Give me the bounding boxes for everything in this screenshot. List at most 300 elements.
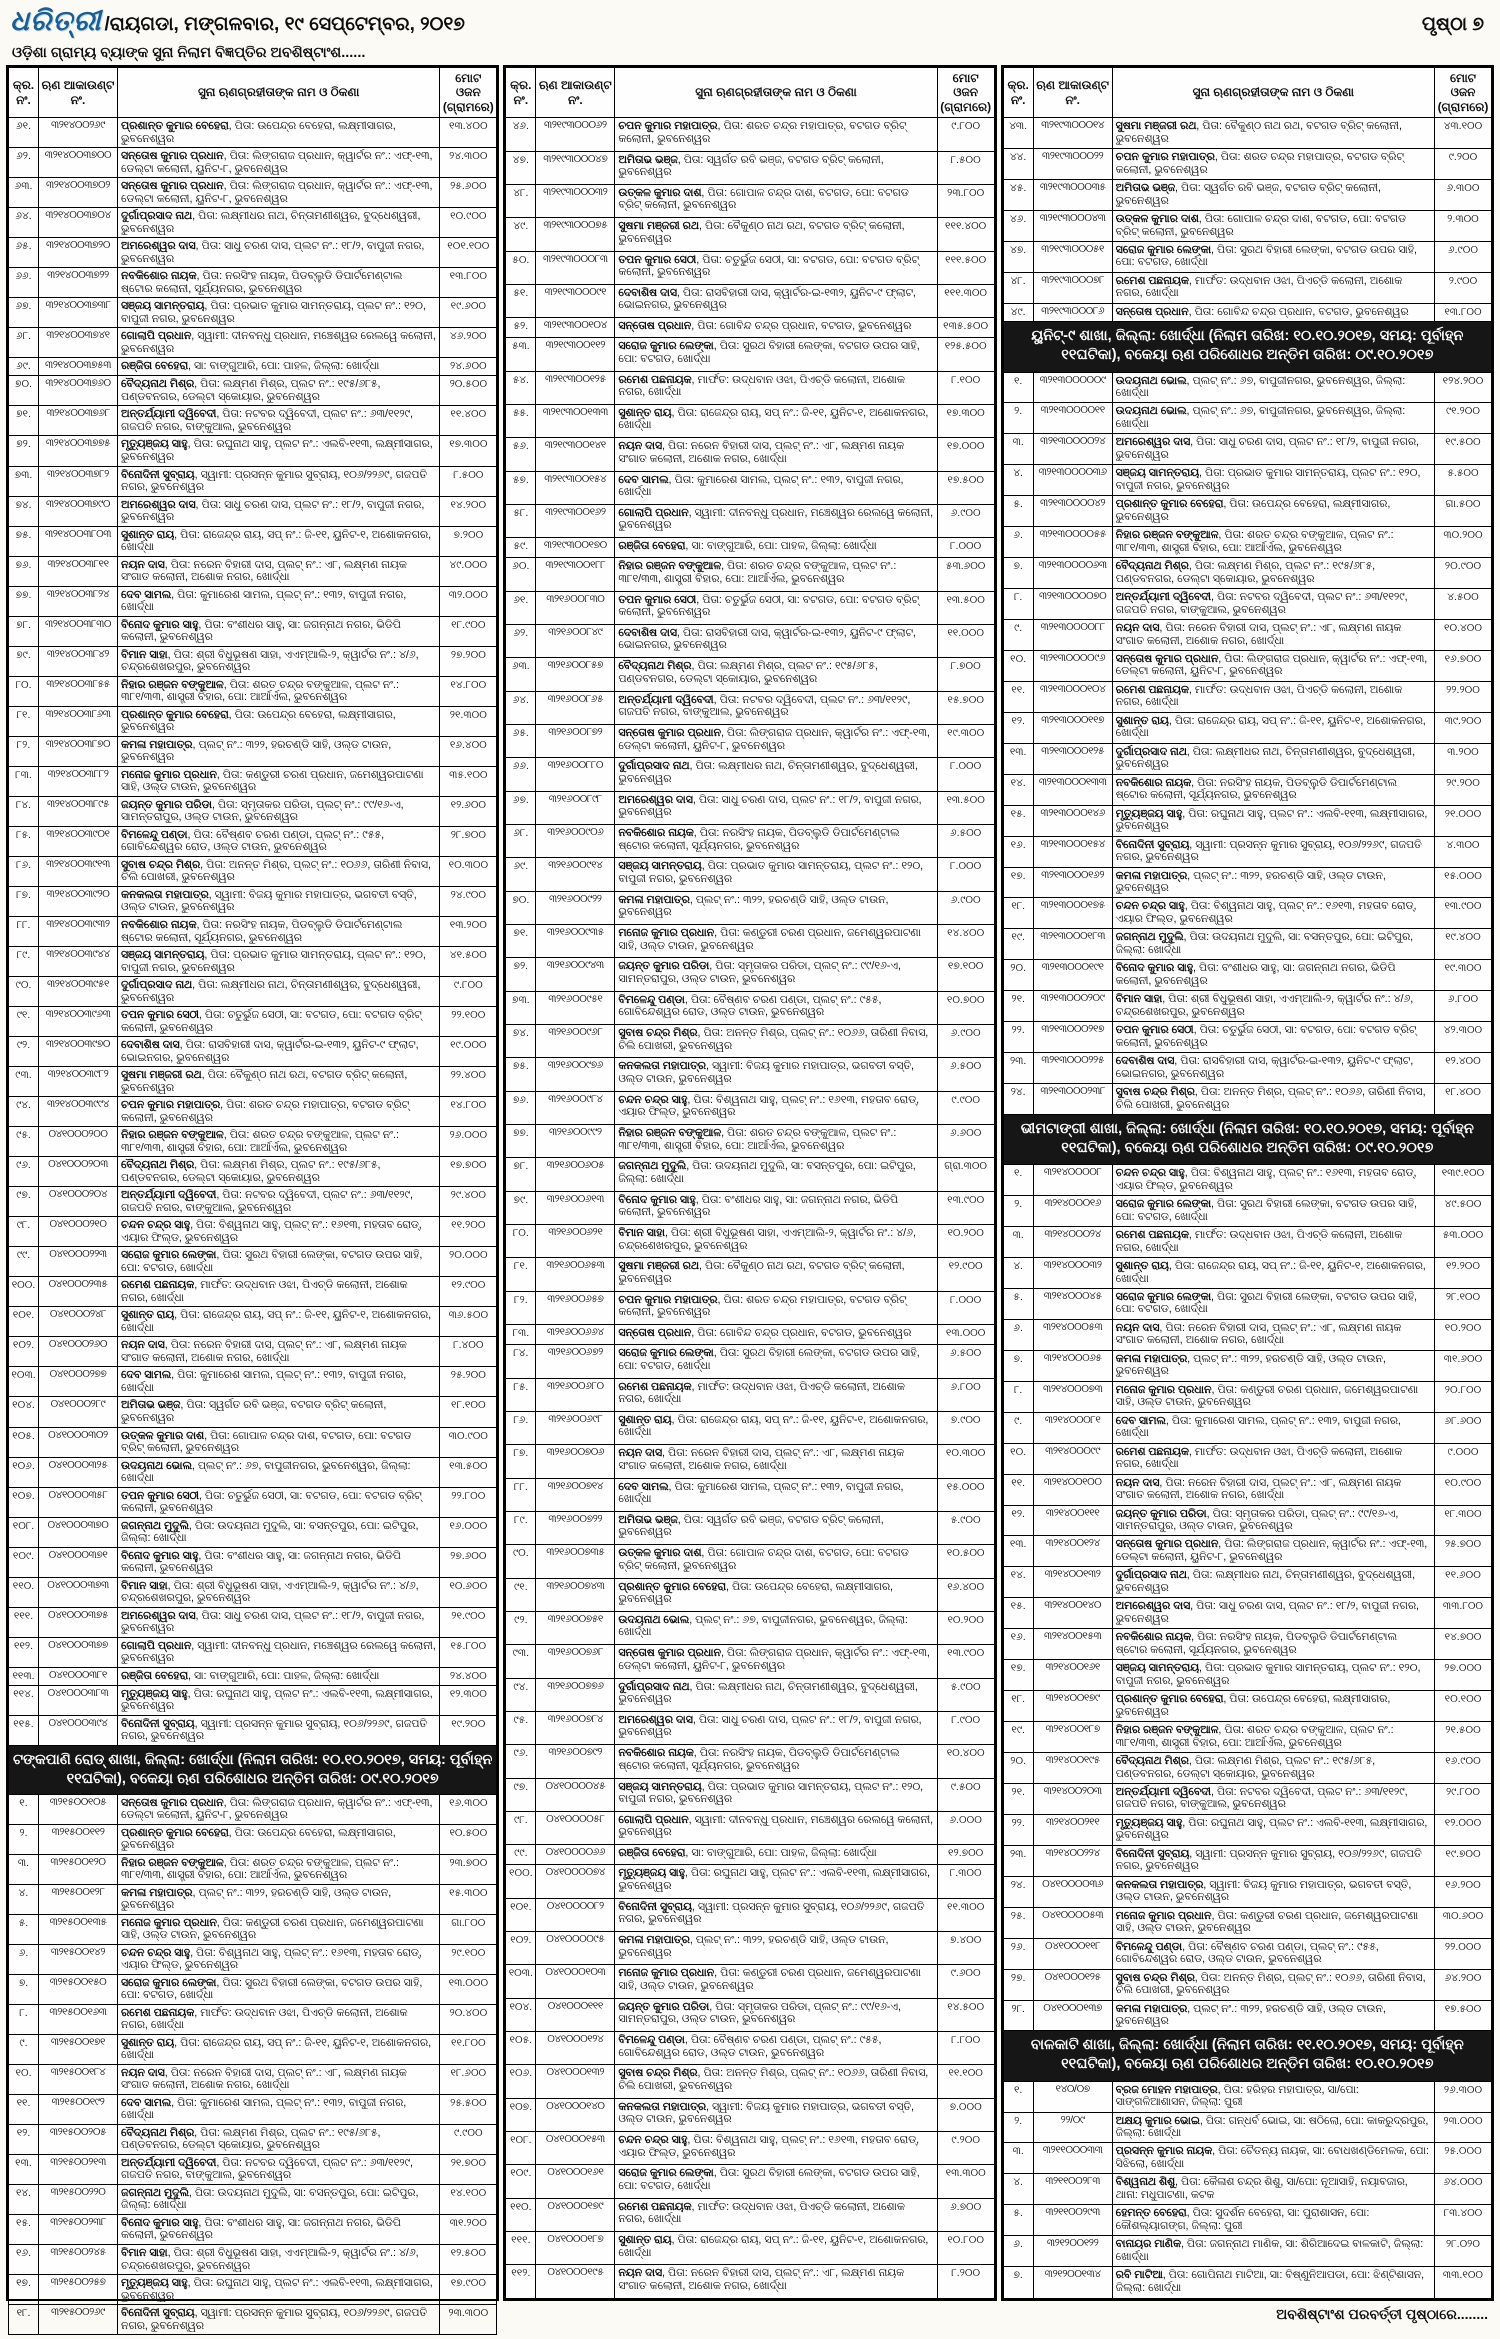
cell-name-address: ପ୍ରଶାନ୍ତ କୁମାର ବେହେରା, ପିତା: ଉପେନ୍ଦ୍ର ବେହେରା, ଲକ୍ଷ୍ମୀସାଗର, ଭୁବନେଶ୍ୱର bbox=[1112, 496, 1434, 527]
table-row bbox=[9, 1794, 497, 1824]
cell-name-address: ବୈଦ୍ୟନାଥ ମିଶ୍ର, ପିତା: ଲକ୍ଷ୍ମଣ ମିଶ୍ର, ପ୍ଲଟ ନଂ.: ୧୯୫/୬୮୫, ପଣ୍ଡବନଗର, ଡେଲ୍ଟା ସ୍କୋୟାର, ଭୁବନେଶ୍ୱର bbox=[1112, 558, 1434, 589]
cell-weight: ୧୩୫.୫୦୦ bbox=[937, 318, 994, 338]
table-row bbox=[9, 1067, 497, 1097]
cell-serial: ୧୮. bbox=[9, 2305, 39, 2335]
cell-weight: ୨୨.୪୦୦ bbox=[440, 1067, 497, 1097]
cell-weight: ୧୫.୩୦୦ bbox=[440, 1884, 497, 1914]
table-row bbox=[9, 886, 497, 916]
cell-name-address: ସନ୍ତୋଷ କୁମାର ପ୍ରଧାନ, ପିତା: ଲିଙ୍ଗରାଜ ପ୍ରଧାନ, କ୍ୱାର୍ଟର ନଂ.: ଏଫ୍-୧୩, ଡେଲ୍ଟା କଲୋନୀ, ୟୁନିଟ-୮, ଭୁବନେଶ୍ୱର bbox=[118, 1794, 440, 1824]
cell-name-address: ଅନ୍ତର୍ଯ୍ୟାମୀ ଦ୍ୱିବେଦୀ, ପିତା: ନଟବର ଦ୍ୱିବେଦୀ, ପ୍ଲଟ ନଂ.: ୬୩/୧୧୨୯, ଗଜପତି ନଗର, ବାଙ୍କୁଆଲ, ଭୁବନେଶ୍ୱର bbox=[118, 2154, 440, 2184]
cell-name-address: ପ୍ରଶାନ୍ତ କୁମାର ବେହେରା, ପିତା: ଉପେନ୍ଦ୍ର ବେହେରା, ଲକ୍ଷ୍ମୀସାଗର, ଭୁବନେଶ୍ୱର bbox=[615, 1578, 937, 1611]
cell-serial: ୧୨. bbox=[1003, 712, 1033, 743]
cell-serial: ୪୭. bbox=[1003, 241, 1033, 272]
cell-serial: ୯୬. bbox=[506, 1745, 536, 1778]
table-row bbox=[506, 891, 994, 924]
cell-weight: ୪୩.୧୦୦ bbox=[1434, 118, 1491, 149]
cell-name-address: ବିମାନ ସାହା, ପିତା: ଶ୍ରୀ ବିଧୁଭୂଷଣ ସାହା, ଏଏମ୍ଆଲି-୨, କ୍ୱାର୍ଟର ନଂ.: ୪/୬, ଚନ୍ଦ୍ରଶେଖରପୁର, ଭୁବନେଶ୍ୱର bbox=[118, 1577, 440, 1607]
table-row bbox=[506, 1125, 994, 1158]
cell-weight: ୩୬.୫୦୦ bbox=[440, 1307, 497, 1337]
table-row bbox=[1003, 149, 1491, 180]
cell-serial: ୧୫. bbox=[1003, 1598, 1033, 1629]
cell-name-address: ଚନ୍ଦନ ଚନ୍ଦ୍ର ସାହୁ, ପିତା: ବିଶ୍ୱନାଥ ସାହୁ, ପ୍ଲଟ୍ ନଂ.: ୧୬୧୩, ମହତାବ ରୋଡ୍, ଏୟାର ଫିଲ୍ଡ, ଭୁବନେଶ୍ୱର bbox=[615, 1091, 937, 1124]
cell-name-address: ଦୁର୍ଗାପ୍ରସାଦ ନାଥ, ପିତା: ଲକ୍ଷ୍ମୀଧର ନାଥ, ଚିନ୍ତାମଣୀଶ୍ୱର, ବୁଦ୍ଧେଶ୍ୱରୀ, ଭୁବନେଶ୍ୱର bbox=[118, 208, 440, 238]
branch-section-row bbox=[1003, 322, 1491, 372]
cell-weight: ୧୩.୫୦୦ bbox=[440, 1457, 497, 1487]
table-row bbox=[506, 1325, 994, 1345]
cell-serial: ୯୫. bbox=[506, 1711, 536, 1744]
table-row bbox=[1003, 805, 1491, 836]
cell-account: ୩୨୧୪୦୦୩୯୦୧ bbox=[39, 826, 118, 856]
cell-serial: ୮୮. bbox=[506, 1478, 536, 1511]
cell-account: ୩୨୧୪୦୦୩୭୭୫ bbox=[39, 436, 118, 466]
table-row bbox=[506, 658, 994, 691]
cell-weight: ୧୬.୨୦୦ bbox=[1434, 1876, 1491, 1907]
cell-name-address: ଅନ୍ତର୍ଯ୍ୟାମୀ ଦ୍ୱିବେଦୀ, ପିତା: ନଟବର ଦ୍ୱିବେଦୀ, ପ୍ଲଟ ନଂ.: ୬୩/୧୧୨୯, ଗଜପତି ନଗର, ବାଙ୍କୁଆଲ, ଭୁବନେଶ୍ୱର bbox=[1112, 1783, 1434, 1814]
cell-weight: ୧୪.୧୦୦ bbox=[440, 2184, 497, 2214]
table-row bbox=[1003, 180, 1491, 211]
cell-weight: ୨୭.୦୦୦ bbox=[1434, 1660, 1491, 1691]
header-account: ଋଣ ଆକାଉଣ୍ଟ ନଂ. bbox=[1033, 68, 1112, 118]
cell-serial: ୧୧. bbox=[9, 2094, 39, 2124]
cell-name-address: ଦୁର୍ଗାପ୍ରସାଦ ନାଥ, ପିତା: ଲକ୍ଷ୍ମୀଧର ନାଥ, ଚିନ୍ତାମଣୀଶ୍ୱର, ବୁଦ୍ଧେଶ୍ୱରୀ, ଭୁବନେଶ୍ୱର bbox=[615, 758, 937, 791]
table-row bbox=[1003, 650, 1491, 681]
cell-account: ୩୨୧୪୦୦୩୭୦୦ bbox=[39, 148, 118, 178]
cell-weight: ୧୦.୨୦୦ bbox=[937, 1225, 994, 1258]
cell-serial: ୬୦. bbox=[506, 558, 536, 591]
cell-serial: ୮୯. bbox=[506, 1511, 536, 1544]
table-row bbox=[506, 504, 994, 537]
cell-account: ୩୨୧୬୦୦୯୪୩ bbox=[536, 958, 615, 991]
cell-account: ୩୨୧୬୦୦୭୯୨ bbox=[536, 1745, 615, 1778]
table-row bbox=[1003, 2236, 1491, 2267]
cell-name-address: ସନ୍ତୋଷ କୁମାର ପ୍ରଧାନ, ପିତା: ଲିଙ୍ଗରାଜ ପ୍ରଧାନ, କ୍ୱାର୍ଟର ନଂ.: ଏଫ୍-୧୩, ଡେଲ୍ଟା କଲୋନୀ, ୟୁନିଟ-୮, ଭୁବନେଶ୍ୱର bbox=[118, 178, 440, 208]
header-weight: ମୋଟ ଓଜନ (ଗ୍ରାମରେ) bbox=[1434, 68, 1491, 118]
table-row bbox=[9, 1127, 497, 1157]
cell-serial: ୭୯. bbox=[506, 1191, 536, 1224]
cell-serial: ୯୦. bbox=[9, 977, 39, 1007]
cell-weight: ୮.୮୦୦ bbox=[937, 2032, 994, 2065]
table-row bbox=[506, 1611, 994, 1644]
cell-weight: ଗା.୫୦୦ bbox=[1434, 496, 1491, 527]
table-row bbox=[1003, 1536, 1491, 1567]
table-row bbox=[1003, 991, 1491, 1022]
cell-account: ୩୨୧୪୦୦୨୧୧ bbox=[1033, 1814, 1112, 1845]
cell-serial: ୮୧. bbox=[9, 706, 39, 736]
cell-serial: ୮୨. bbox=[506, 1291, 536, 1324]
cell-weight: ୯.୫୦୦ bbox=[937, 1778, 994, 1811]
cell-serial: ୬୩. bbox=[9, 178, 39, 208]
table-row bbox=[1003, 1938, 1491, 1969]
cell-weight: ୨୨.୦୦୦ bbox=[1434, 1938, 1491, 1969]
cell-account: ୦୪୧୦୦୦୧୨୫ bbox=[1033, 1969, 1112, 2000]
cell-name-address: ବିମଳେନ୍ଦୁ ପଣ୍ଡା, ପିତା: ବୈଷ୍ଣବ ଚରଣ ପଣ୍ଡା, ପ୍ଲଟ୍ ନଂ.: ୯୫୫, ଗୋବିନ୍ଦେଶ୍ୱର ରୋଡ, ଓଲ୍ଡ ଟାଉନ, ଭୁବନେଶ୍ୱର bbox=[615, 2032, 937, 2065]
cell-serial: ୯. bbox=[9, 2034, 39, 2064]
table-row bbox=[1003, 898, 1491, 929]
table-row bbox=[506, 1578, 994, 1611]
cell-serial: ୮୫. bbox=[506, 1378, 536, 1411]
cell-account: ୩୨୧୩୦୦୦୧୯୧ bbox=[1033, 960, 1112, 991]
cell-serial: ୧୦. bbox=[9, 2064, 39, 2094]
cell-account: ୩୨୧୫୦୦୧୨୦ bbox=[39, 1854, 118, 1884]
cell-weight: ୨୪.୪୦୦ bbox=[440, 1667, 497, 1685]
table-row bbox=[1003, 303, 1491, 322]
cell-serial: ୫. bbox=[9, 1914, 39, 1944]
cell-weight: ୪.୩୦୦ bbox=[1434, 836, 1491, 867]
continuation-note: ଅବଶିଷ୍ଟାଂଶ ପରବର୍ତ୍ତୀ ପୃଷ୍ଠାରେ........ bbox=[1276, 2306, 1488, 2322]
table-row bbox=[1003, 867, 1491, 898]
table-row bbox=[1003, 1691, 1491, 1722]
cell-weight: ୯.୬୦୦ bbox=[937, 1965, 994, 1998]
cell-account: ୩୨୧୪୦୦୧୩୨ bbox=[1033, 1567, 1112, 1598]
cell-weight: ୬.୩୦୦ bbox=[1434, 180, 1491, 211]
cell-name-address: ମୃତ୍ୟୁଞ୍ଜୟ ସାହୁ, ପିତା: ରଘୁନାଥ ସାହୁ, ପ୍ଲଟ ନଂ.: ଏଲବି-୧୧୩, ଲକ୍ଷ୍ମୀସାଗର, ଭୁବନେଶ୍ୱର bbox=[118, 1685, 440, 1715]
cell-name-address: ନିହାର ରଞ୍ଜନ ବଙ୍କୁଆଳ, ପିତା: ଶରତ ଚନ୍ଦ୍ର ବଙ୍କୁଆଳ, ପ୍ଲଟ ନଂ.: ୩୮୧/୩୩, ଶାସ୍ତ୍ରୀ ବିହାର, ପୋ: ଆର୍ଆର୍ଏଲ, ଭୁବନେଶ୍ୱର bbox=[1112, 1722, 1434, 1753]
cell-account: ୩୨୧୪୦୦୩୯୩୨ bbox=[39, 916, 118, 946]
table-row bbox=[506, 251, 994, 284]
cell-account: ୩୨୧୩୦୦୦୧୧୭ bbox=[1033, 712, 1112, 743]
cell-account: ୩୨୧୬୦୦୬୮୦ bbox=[536, 1378, 615, 1411]
table-row bbox=[506, 1745, 994, 1778]
cell-serial: ୪୬. bbox=[506, 118, 536, 151]
cell-name-address: ଦେବ ସାମଲ, ପିତା: କୁମାରେଶ ସାମଲ, ପ୍ଲଟ୍ ନଂ.: ୧୩୨, ବାପୁଜୀ ନଗର, ଖୋର୍ଦ୍ଧା bbox=[118, 586, 440, 616]
cell-name-address: ଅନ୍ତର୍ଯ୍ୟାମୀ ଦ୍ୱିବେଦୀ, ପିତା: ନଟବର ଦ୍ୱିବେଦୀ, ପ୍ଲଟ ନଂ.: ୬୩/୧୧୨୯, ଗଜପତି ନଗର, ବାଙ୍କୁଆଲ, ଭୁବନେଶ୍ୱର bbox=[615, 691, 937, 724]
cell-serial: ୫. bbox=[1003, 1288, 1033, 1319]
cell-name-address: ବିନୋଦିନୀ ସୁବ୍ରାୟ, ସ୍ୱାମୀ: ପ୍ରସନ୍ନ କୁମାର ସୁବ୍ରାୟ, ୧୦୬/୨୨୬୯, ଗଜପତି ନଗର, ଭୁବନେଶ୍ୱର bbox=[118, 466, 440, 496]
cell-weight: ୧୦.୩୦୦ bbox=[937, 1445, 994, 1478]
cell-weight: ୧୬.୪୦୦ bbox=[937, 1578, 994, 1611]
cell-name-address: ନିହାର ରଞ୍ଜନ ବଙ୍କୁଆଳ, ପିତା: ଶରତ ଚନ୍ଦ୍ର ବଙ୍କୁଆଳ, ପ୍ଲଟ ନଂ.: ୩୮୧/୩୩, ଶାସ୍ତ୍ରୀ ବିହାର, ପୋ: ଆର୍ଆର୍ଏଲ, ଭୁବନେଶ୍ୱର bbox=[1112, 527, 1434, 558]
table-row bbox=[1003, 527, 1491, 558]
cell-account: ୩୨୧୯୩୦୦୧୩୩ bbox=[536, 404, 615, 437]
cell-weight: ୧୦.୨୦୦ bbox=[937, 1611, 994, 1644]
cell-account: ୦୪୧୦୦୦୨୦୪ bbox=[39, 1187, 118, 1217]
cell-weight: ୫୩.୦୦୦ bbox=[1434, 1227, 1491, 1258]
cell-account: ୩୨୧୬୦୦୮୫୭ bbox=[536, 658, 615, 691]
cell-serial: ୮୯. bbox=[9, 947, 39, 977]
paper-logo: ଧରିତ୍ରୀ bbox=[10, 5, 102, 36]
cell-serial: ୬୮. bbox=[9, 328, 39, 358]
cell-name-address: ସନ୍ତୋଷ କୁମାର ପ୍ରଧାନ, ପିତା: ଲିଙ୍ଗରାଜ ପ୍ରଧାନ, କ୍ୱାର୍ଟର ନଂ.: ଏଫ୍-୧୩, ଡେଲ୍ଟା କଲୋନୀ, ୟୁନିଟ-୮, ଭୁବନେଶ୍ୱର bbox=[615, 724, 937, 757]
cell-account: ୩୨୧୪୦୦୧୫୩ bbox=[1033, 1629, 1112, 1660]
cell-account: ୩୨୧୪୦୦୩୮୫୫ bbox=[39, 676, 118, 706]
cell-account: ୩୨୧୪୦୦୩୯୬୩ bbox=[39, 1007, 118, 1037]
cell-serial: ୭୨. bbox=[506, 958, 536, 991]
cell-serial: ୧୦୦. bbox=[9, 1277, 39, 1307]
cell-name-address: ବିନୋଦ କୁମାର ସାହୁ, ପିତା: ବଂଶୀଧର ସାହୁ, ସା: ଜଗନ୍ନାଥ ନଗର, ଭିଡିପି କଲୋନୀ, ଭୁବନେଶ୍ୱର bbox=[118, 2214, 440, 2244]
cell-account: ୩୨୧୧୦୦୨୮୩ bbox=[1033, 2174, 1112, 2205]
cell-account: ୦୪୧୦୦୦୧୩୭ bbox=[1033, 2000, 1112, 2031]
cell-name-address: ମନୋଜ କୁମାର ପ୍ରଧାନ, ପିତା: କଣ୍ଡୁରୀ ଚରଣ ପ୍ରଧାନ, ଜମେଶ୍ୱରପାଟଣା ସାହି, ଓଲ୍ଡ ଟାଉନ, ଭୁବନେଶ୍ୱର bbox=[615, 1965, 937, 1998]
cell-weight: ୨୧.୦୦୦ bbox=[1434, 805, 1491, 836]
cell-account: ୩୨୧୪୦୦୩୭୦୨ bbox=[39, 178, 118, 208]
cell-account: ୩୨୧୫୦୦୨୪୫ bbox=[39, 2244, 118, 2274]
cell-serial: ୬୪. bbox=[506, 691, 536, 724]
cell-weight: ୩୩.୧୦୦ bbox=[1434, 2267, 1491, 2299]
cell-serial: ୧୧୦. bbox=[9, 1577, 39, 1607]
cell-weight: ୨୭.୬୦୦ bbox=[440, 1547, 497, 1577]
table-row bbox=[506, 1678, 994, 1711]
cell-account: ୩୨୧୪୦୦୩୭୪୧ bbox=[39, 328, 118, 358]
cell-name-address: ସରୋଜ କୁମାର ଲେଙ୍କା, ପିତା: ସୁରଥ ବିହାରୀ ଲେଙ୍କା, ବଟଗଡ ଉପର ସାହି, ପୋ: ବଟଗଡ, ଖୋର୍ଦ୍ଧା bbox=[1112, 1196, 1434, 1227]
cell-weight: ୧୯.୬୦୦ bbox=[440, 298, 497, 328]
table-row bbox=[9, 466, 497, 496]
cell-name-address: କନକଲତା ମହାପାତ୍ର, ସ୍ୱାମୀ: ବିଜୟ କୁମାର ମହାପାତ୍ର, ଭଗବତୀ ବସ୍ତି, ଓଲ୍ଡ ଟାଉନ, ଭୁବନେଶ୍ୱର bbox=[615, 1058, 937, 1091]
cell-weight: ୫.୯୦୦ bbox=[937, 1678, 994, 1711]
cell-weight: ୧୪.୪୦୦ bbox=[937, 925, 994, 958]
table-header-row bbox=[506, 68, 994, 118]
cell-serial: ୪. bbox=[9, 1884, 39, 1914]
cell-serial: ୬୬. bbox=[9, 268, 39, 298]
table-row bbox=[9, 826, 497, 856]
cell-serial: ୧୦୩. bbox=[506, 1965, 536, 1998]
table-row bbox=[506, 1191, 994, 1224]
cell-name-address: ରମେଶ ପଛନାୟକ, ମାର୍ଫତ: ଉଦ୍ଧବାନ ଓଝା, ପିଏଚ୍ଡି କଲୋନୀ, ଅଶୋକ ନଗର, ଖୋର୍ଦ୍ଧା bbox=[118, 2004, 440, 2034]
cell-name-address: ସୁଷମା ମଞ୍ଜରୀ ରଥ, ପିତା: ବୈକୁଣ୍ଠ ନାଥ ରଥ, ବଟଗଡ ବ୍ରିଟ୍ କଲୋନୀ, ଭୁବନେଶ୍ୱର bbox=[118, 1067, 440, 1097]
cell-serial: ୯. bbox=[1003, 620, 1033, 651]
cell-weight: ୧୦.୪୦୦ bbox=[1434, 620, 1491, 651]
cell-serial: ୧୦୫. bbox=[9, 1427, 39, 1457]
cell-name-address: ସୁଶାନ୍ତ ରାୟ, ପିତା: ରାଜେନ୍ଦ୍ର ରାୟ, ସପ୍ ନଂ.: ଜି-୧୧, ୟୁନିଟ-୧, ଅଶୋକନଗର, ଖୋର୍ଦ୍ଧା bbox=[118, 526, 440, 556]
cell-serial: ୫୪. bbox=[506, 371, 536, 404]
cell-account: ୩୨୧୫୦୦୨୧୩ bbox=[39, 2154, 118, 2184]
cell-name-address: ଦେବାଶିଷ ଦାସ, ପିତା: ରାସବିହାରୀ ଦାସ, କ୍ୱାର୍ଟର-ଇ-୧୩୨, ୟୁନିଟ-୯ ଫ୍ଲାଟ, ଭୋଇନଗର, ଭୁବନେଶ୍ୱର bbox=[118, 1037, 440, 1067]
cell-name-address: ତପନ କୁମାର ସେଠୀ, ପିତା: ଚତୁର୍ଭୁଜ ସେଠୀ, ସା: ବଟଗଡ, ପୋ: ବଟଗଡ ବ୍ରିଟ୍ କଲୋନୀ, ଭୁବନେଶ୍ୱର bbox=[615, 591, 937, 624]
table-header-row bbox=[1003, 68, 1491, 118]
table-row bbox=[1003, 496, 1491, 527]
cell-name-address: କନକଲତା ମହାପାତ୍ର, ସ୍ୱାମୀ: ବିଜୟ କୁମାର ମହାପାତ୍ର, ଭଗବତୀ ବସ୍ତି, ଓଲ୍ଡ ଟାଉନ, ଭୁବନେଶ୍ୱର bbox=[1112, 1876, 1434, 1907]
table-row bbox=[9, 1427, 497, 1457]
cell-serial: ୧୦୬. bbox=[506, 2065, 536, 2098]
cell-name-address: ପ୍ରଶାନ୍ତ କୁମାର ବେହେରା, ପିତା: ଉପେନ୍ଦ୍ର ବେହେରା, ଲକ୍ଷ୍ମୀସାଗର, ଭୁବନେଶ୍ୱର bbox=[118, 118, 440, 148]
cell-serial: ୯୬. bbox=[9, 1157, 39, 1187]
cell-name-address: ମନୋଜ କୁମାର ପ୍ରଧାନ, ପିତା: କଣ୍ଡୁରୀ ଚରଣ ପ୍ରଧାନ, ଜମେଶ୍ୱରପାଟଣା ସାହି, ଓଲ୍ଡ ଟାଉନ, ଭୁବନେଶ୍ୱର bbox=[1112, 1907, 1434, 1938]
header-name-address: ସୁନା ଋଣଗ୍ରହୀତାଙ୍କ ନାମ ଓ ଠିକଣା bbox=[615, 68, 937, 118]
table-row bbox=[9, 1517, 497, 1547]
cell-name-address: କନକଲତା ମହାପାତ୍ର, ସ୍ୱାମୀ: ବିଜୟ କୁମାର ମହାପାତ୍ର, ଭଗବତୀ ବସ୍ତି, ଓଲ୍ଡ ଟାଉନ, ଭୁବନେଶ୍ୱର bbox=[118, 886, 440, 916]
cell-serial: ୭୫. bbox=[506, 1058, 536, 1091]
cell-account: ୩୨୧୬୦୦୭୮୪ bbox=[536, 1711, 615, 1744]
cell-account: ୩୨୧୬୦୦୭୩୫ bbox=[536, 1545, 615, 1578]
table-row bbox=[9, 1547, 497, 1577]
cell-name-address: କମଳା ମହାପାତ୍ର, ପ୍ଲଟ୍ ନଂ.: ୩୨୨, ହରଚଣ୍ଡି ସାହି, ଓଲ୍ଡ ଟାଉନ, ଭୁବନେଶ୍ୱର bbox=[1112, 2000, 1434, 2031]
table-row bbox=[9, 1577, 497, 1607]
cell-name-address: ଚନ୍ଦନ ଚନ୍ଦ୍ର ସାହୁ, ପିତା: ବିଶ୍ୱନାଥ ସାହୁ, ପ୍ଲଟ୍ ନଂ.: ୧୬୧୩, ମହତାବ ରୋଡ୍, ଏୟାର ଫିଲ୍ଡ, ଭୁବନେଶ୍ୱର bbox=[615, 2132, 937, 2165]
cell-serial: ୮୭. bbox=[9, 886, 39, 916]
cell-account: ୦୪୧୦୦୦୨୮୯ bbox=[39, 1397, 118, 1427]
cell-weight: ୩୨.୦୦୦ bbox=[440, 586, 497, 616]
cell-serial: ୨୧. bbox=[1003, 1783, 1033, 1814]
cell-account: ୦୪୧୦୦୦୩୭୧ bbox=[39, 1547, 118, 1577]
cell-account: ୩୨୧୪୦୦୩୮୨୪ bbox=[39, 586, 118, 616]
cell-account: ୩୨୧୪୦୦୩୮୧୧ bbox=[39, 556, 118, 586]
table-row bbox=[506, 791, 994, 824]
cell-account: ୩୨୧୬୦୦୯୦୬ bbox=[536, 825, 615, 858]
cell-serial: ୫୨. bbox=[506, 318, 536, 338]
table-row bbox=[9, 1637, 497, 1667]
cell-weight: ୭.୨୦୦ bbox=[440, 526, 497, 556]
cell-serial: ୯୧. bbox=[9, 1007, 39, 1037]
cell-weight: ୮.୩୦୦ bbox=[937, 1865, 994, 1898]
cell-account: ୦୪୧୦୦୦୨୧୦ bbox=[39, 1217, 118, 1247]
cell-name-address: ମନୋଜ କୁମାର ପ୍ରଧାନ, ପିତା: କଣ୍ଡୁରୀ ଚରଣ ପ୍ରଧାନ, ଜମେଶ୍ୱରପାଟଣା ସାହି, ଓଲ୍ଡ ଟାଉନ, ଭୁବନେଶ୍ୱର bbox=[118, 766, 440, 796]
cell-weight: ୯.୨୦୦ bbox=[937, 2132, 994, 2165]
cell-weight: ୧୭.୦୦୦ bbox=[937, 438, 994, 471]
cell-weight: ୧୯.୪୦୦ bbox=[1434, 929, 1491, 960]
cell-account: ୦୪୧୦୦୦୨୪୮ bbox=[39, 1307, 118, 1337]
cell-serial: ୧୧୪. bbox=[9, 1685, 39, 1715]
masthead bbox=[0, 0, 1500, 38]
cell-serial: ୧୧୩. bbox=[9, 1667, 39, 1685]
table-row bbox=[506, 1225, 994, 1258]
table-row bbox=[506, 724, 994, 757]
cell-serial: ୯୨. bbox=[9, 1037, 39, 1067]
cell-weight: ୪୯.୦୦୦ bbox=[440, 556, 497, 586]
cell-serial: ୭୫. bbox=[9, 526, 39, 556]
table-row bbox=[506, 958, 994, 991]
cell-account: ୩୨୧୪୦୦୩୯୧୩ bbox=[39, 856, 118, 886]
listing-column-1 bbox=[6, 65, 499, 2332]
table-row bbox=[506, 2132, 994, 2165]
cell-name-address: ସୁଶାନ୍ତ ରାୟ, ପିତା: ରାଜେନ୍ଦ୍ର ରାୟ, ସପ୍ ନଂ.: ଜି-୧୧, ୟୁନିଟ-୧, ଅଶୋକନଗର, ଖୋର୍ଦ୍ଧା bbox=[118, 1307, 440, 1337]
cell-name-address: ନବକିଶୋର ନାୟକ, ପିତା: ନରସିଂହ ନାୟକ, ପିଡବ୍ଲୁଡି ଡିପାର୍ଟମେଣ୍ଟାଲ ଷ୍ଟୋର କଲୋନୀ, ସୂର୍ଯ୍ୟନଗର, ଭୁବନେଶ୍ୱର bbox=[118, 268, 440, 298]
cell-serial: ୧. bbox=[1003, 2081, 1033, 2112]
cell-account: ୦୪୧୦୦୦୧୮୭ bbox=[536, 2232, 615, 2265]
cell-serial: ୨୩. bbox=[1003, 1053, 1033, 1084]
cell-serial: ୧୮. bbox=[1003, 898, 1033, 929]
cell-weight: ୨୭.୨୦୦ bbox=[440, 646, 497, 676]
table-row bbox=[9, 298, 497, 328]
cell-weight: ୧୩୯.୧୦୦ bbox=[1434, 1165, 1491, 1196]
cell-weight: ୧୬.୯୦୦ bbox=[1434, 1753, 1491, 1784]
cell-name-address: ଉଦୟନାଥ ଭୋଲ, ପ୍ଲଟ୍ ନଂ.: ୬୭, ବାପୁଜୀନଗର, ଭୁବନେଶ୍ୱର, ଜିଲ୍ଲା: ଖୋର୍ଦ୍ଧା bbox=[1112, 403, 1434, 434]
cell-weight: ୪୯.୫୦୦ bbox=[1434, 1196, 1491, 1227]
table-row bbox=[506, 2165, 994, 2198]
cell-weight: ୬.୯୦୦ bbox=[937, 891, 994, 924]
cell-weight: ୧୪.୨୦୦ bbox=[440, 496, 497, 526]
cell-account: ୩୨୧୫୦୦୧୪୨ bbox=[39, 1944, 118, 1974]
cell-account: ୩୨୧୬୦୦୬୧୩ bbox=[536, 1191, 615, 1224]
cell-serial: ୪. bbox=[1003, 465, 1033, 496]
cell-weight: ୧୮.୧୦୦ bbox=[440, 1397, 497, 1427]
cell-weight: ୧୧୧.୩୦୦ bbox=[937, 284, 994, 317]
cell-weight: ୮.୨୦୦ bbox=[937, 2265, 994, 2299]
cell-name-address: ବିମାନ ସାହା, ପିତା: ଶ୍ରୀ ବିଧୁଭୂଷଣ ସାହା, ଏଏମ୍ଆଲି-୨, କ୍ୱାର୍ଟର ନଂ.: ୪/୬, ଚନ୍ଦ୍ରଶେଖରପୁର, ଭୁବନେଶ୍ୱର bbox=[118, 646, 440, 676]
cell-serial: ୧୬. bbox=[1003, 1629, 1033, 1660]
cell-serial: ୬. bbox=[1003, 2236, 1033, 2267]
cell-weight: ୪୨.୩୦୦ bbox=[1434, 1022, 1491, 1053]
cell-account: ୩୨୧୫୦୦୨୬୯ bbox=[39, 2305, 118, 2335]
cell-account: ୩୨୧୯୩୦୦୦୪୩ bbox=[1033, 210, 1112, 241]
cell-serial: ୧୨. bbox=[1003, 1505, 1033, 1536]
cell-serial: ୧୨. bbox=[9, 2124, 39, 2154]
loan-table-1 bbox=[8, 67, 497, 2335]
cell-serial: ୮୮. bbox=[9, 916, 39, 946]
cell-weight: ୭.୦୦୦ bbox=[937, 2098, 994, 2131]
cell-name-address: ସନ୍ତୋଷ କୁମାର ପ୍ରଧାନ, ପିତା: ଲିଙ୍ଗରାଜ ପ୍ରଧାନ, କ୍ୱାର୍ଟର ନଂ.: ଏଫ୍-୧୩, ଡେଲ୍ଟା କଲୋନୀ, ୟୁନିଟ-୮, ଭୁବନେଶ୍ୱର bbox=[1112, 1536, 1434, 1567]
cell-account: ୩୨୧୩୦୦୦୧୭୫ bbox=[1033, 898, 1112, 929]
cell-name-address: ସୁଶାନ୍ତ ରାୟ, ପିତା: ରାଜେନ୍ଦ୍ର ରାୟ, ସପ୍ ନଂ.: ଜି-୧୧, ୟୁନିଟ-୧, ଅଶୋକନଗର, ଖୋର୍ଦ୍ଧା bbox=[118, 2034, 440, 2064]
cell-serial: ୨. bbox=[1003, 403, 1033, 434]
cell-account: ୩୨୧୪୦୦୦୬୫ bbox=[1033, 1350, 1112, 1381]
table-row bbox=[1003, 743, 1491, 774]
cell-account: ୦୪୧୦୦୦୦୫୩ bbox=[1033, 1907, 1112, 1938]
cell-name-address: ଦୁର୍ଗାପ୍ରସାଦ ନାଥ, ପିତା: ଲକ୍ଷ୍ମୀଧର ନାଥ, ଚିନ୍ତାମଣୀଶ୍ୱର, ବୁଦ୍ଧେଶ୍ୱରୀ, ଭୁବନେଶ୍ୱର bbox=[1112, 1567, 1434, 1598]
cell-account: ୦୪୧୦୦୦୨୨୩ bbox=[39, 1247, 118, 1277]
table-row bbox=[9, 977, 497, 1007]
table-row bbox=[9, 2094, 497, 2124]
cell-weight: ୮.୭୦୦ bbox=[937, 658, 994, 691]
cell-weight: ୬.୭୦୦ bbox=[937, 2198, 994, 2231]
cell-weight: ୨୪.୯୦୦ bbox=[440, 886, 497, 916]
cell-account: ୩୨୧୬୦୦୯୩୫ bbox=[536, 925, 615, 958]
table-row bbox=[506, 1258, 994, 1291]
cell-serial: ୨. bbox=[1003, 1196, 1033, 1227]
cell-name-address: ନବକିଶୋର ନାୟକ, ପିତା: ନରସିଂହ ନାୟକ, ପିଡବ୍ଲୁଡି ଡିପାର୍ଟମେଣ୍ଟାଲ ଷ୍ଟୋର କଲୋନୀ, ସୂର୍ଯ୍ୟନଗର, ଭୁବନେଶ୍ୱର bbox=[615, 1745, 937, 1778]
cell-name-address: ରମେଶ ପଛନାୟକ, ମାର୍ଫତ: ଉଦ୍ଧବାନ ଓଝା, ପିଏଚ୍ଡି କଲୋନୀ, ଅଶୋକ ନଗର, ଖୋର୍ଦ୍ଧା bbox=[615, 1378, 937, 1411]
cell-account: ୩୨୧୪୦୦୩୭୨୦ bbox=[39, 238, 118, 268]
cell-name-address: ଜଗନ୍ନାଥ ମୁଦୁଲି, ପିତା: ଉଦୟନାଥ ମୁଦୁଲି, ସା: ବସନ୍ତପୁର, ପୋ: ଇଟିପୁର, ଜିଲ୍ଲା: ଖୋର୍ଦ୍ଧା bbox=[118, 1517, 440, 1547]
cell-name-address: କମଳା ମହାପାତ୍ର, ପ୍ଲଟ୍ ନଂ.: ୩୨୨, ହରଚଣ୍ଡି ସାହି, ଓଲ୍ଡ ଟାଉନ, ଭୁବନେଶ୍ୱର bbox=[118, 1884, 440, 1914]
cell-weight: ୩୧.୨୦୦ bbox=[440, 2214, 497, 2244]
cell-account: ୩୨୧୪୦୦୦୦୮ bbox=[1033, 1165, 1112, 1196]
cell-serial: ୯୯. bbox=[506, 1845, 536, 1865]
cell-serial: ୬୨. bbox=[9, 148, 39, 178]
cell-account: ୩୨୧୪୦୦୩୯୭୦ bbox=[39, 1037, 118, 1067]
cell-account: ୩୨୧୪୦୦୦୧୬ bbox=[1033, 1196, 1112, 1227]
cell-weight: ୧୩.୫୦୦ bbox=[937, 591, 994, 624]
table-row bbox=[1003, 1443, 1491, 1474]
cell-account: ୩୨୧୬୦୦୮୬୫ bbox=[536, 691, 615, 724]
cell-name-address: ନୟନ ଦାସ, ପିତା: ନରେନ ବିହାରୀ ଦାସ, ପ୍ଲଟ୍ ନଂ.: ଏ୮, ଲକ୍ଷ୍ମଣ ନାୟକ ସଂଗାତ କଲୋନୀ, ଅଶୋକ ନଗର, ଖୋର୍ଦ୍ଧା bbox=[1112, 620, 1434, 651]
cell-weight: ୩.୨୦୦ bbox=[1434, 743, 1491, 774]
cell-name-address: ବିନୋଦିନୀ ସୁବ୍ରାୟ, ସ୍ୱାମୀ: ପ୍ରସନ୍ନ କୁମାର ସୁବ୍ରାୟ, ୧୦୬/୨୨୬୯, ଗଜପତି ନଗର, ଭୁବନେଶ୍ୱର bbox=[118, 2305, 440, 2335]
cell-account: ୩୨୧୪୦୦୩୭୫୩ bbox=[39, 358, 118, 376]
cell-weight: ୧୨.୭୦୦ bbox=[937, 1845, 994, 1865]
cell-weight: ୮.୦୦୦ bbox=[937, 758, 994, 791]
cell-serial: ୬୮. bbox=[506, 825, 536, 858]
cell-serial: ୭୩. bbox=[506, 991, 536, 1024]
cell-serial: ୪୮. bbox=[506, 184, 536, 217]
cell-serial: ୭୪. bbox=[506, 1025, 536, 1058]
cell-serial: ୧୦୮. bbox=[506, 2132, 536, 2165]
table-row bbox=[1003, 1227, 1491, 1258]
cell-weight: ୮.୫୦୦ bbox=[937, 151, 994, 184]
cell-weight: ୧୯.୩୦୦ bbox=[937, 724, 994, 757]
cell-name-address: ଜୟନ୍ତ କୁମାର ପରିଡା, ପିତା: ସ୍ମୃତାକର ପରିଡା, ପ୍ଲଟ୍ ନଂ.: ୯୯/୧୬-ଏ, ସାମନ୍ତରାପୁର, ଓଲ୍ଡ ଟାଉନ, ଭୁବନେଶ୍ୱର bbox=[615, 1998, 937, 2031]
cell-serial: ୫. bbox=[1003, 496, 1033, 527]
cell-name-address: ସନ୍ତୋଷ କୁମାର ପ୍ରଧାନ, ପିତା: ଲିଙ୍ଗରାଜ ପ୍ରଧାନ, କ୍ୱାର୍ଟର ନଂ.: ଏଫ୍-୧୩, ଡେଲ୍ଟା କଲୋନୀ, ୟୁନିଟ-୮, ଭୁବନେଶ୍ୱର bbox=[1112, 650, 1434, 681]
cell-weight: ୧୦.୨୦୦ bbox=[1434, 1319, 1491, 1350]
cell-name-address: ଅମିତାଭ ଭଞ୍ଜ, ପିତା: ସ୍ୱର୍ଗତ ରବି ଭଞ୍ଜ, ବଟଗଡ ବ୍ରିଟ୍ କଲୋନୀ, ଭୁବନେଶ୍ୱର bbox=[118, 1397, 440, 1427]
table-row bbox=[9, 2244, 497, 2274]
branch-section-row bbox=[9, 1745, 497, 1794]
cell-weight: ୧୩.୮୦୦ bbox=[1434, 303, 1491, 322]
cell-serial: ୯. bbox=[1003, 1412, 1033, 1443]
cell-serial: ୧୫. bbox=[1003, 805, 1033, 836]
table-row bbox=[1003, 929, 1491, 960]
cell-name-address: ଅମରେଶ୍ୱର ଦାସ, ପିତା: ସାଧୁ ଚରଣ ଦାସ, ପ୍ଲଟ ନଂ.: ୧୮/୨, ବାପୁଜୀ ନଗର, ଭୁବନେଶ୍ୱର bbox=[118, 1607, 440, 1637]
cell-account: ୩୨୧୪୦୦୦୫୩ bbox=[1033, 1319, 1112, 1350]
cell-serial: ୭. bbox=[1003, 1350, 1033, 1381]
cell-name-address: ଅମରେଶ୍ୱର ଦାସ, ପିତା: ସାଧୁ ଚରଣ ଦାସ, ପ୍ଲଟ ନଂ.: ୧୮/୨, ବାପୁଜୀ ନଗର, ଭୁବନେଶ୍ୱର bbox=[615, 791, 937, 824]
cell-account: ୦୪୧୦୦୦୦୩୬ bbox=[1033, 1876, 1112, 1907]
cell-name-address: ଚନ୍ଦନ ଚନ୍ଦ୍ର ସାହୁ, ପିତା: ବିଶ୍ୱନାଥ ସାହୁ, ପ୍ଲଟ୍ ନଂ.: ୧୬୧୩, ମହତାବ ରୋଡ୍, ଏୟାର ଫିଲ୍ଡ, ଭୁବନେଶ୍ୱର bbox=[118, 1944, 440, 1974]
cell-account: ୦୪୧୦୦୦୦୭୪ bbox=[536, 1865, 615, 1898]
cell-name-address: ସୁବାଷ ଚନ୍ଦ୍ର ମିଶ୍ର, ପିତା: ଅନନ୍ତ ମିଶ୍ର, ପ୍ଲଟ୍ ନଂ.: ୧୦୬୬, ତାରିଣୀ ନିବାସ, ଚିଲି ପୋଖରୀ, ଭୁବନେଶ୍ୱର bbox=[615, 2065, 937, 2098]
cell-name-address: ନିହାର ରଞ୍ଜନ ବଙ୍କୁଆଳ, ପିତା: ଶରତ ଚନ୍ଦ୍ର ବଙ୍କୁଆଳ, ପ୍ଲଟ ନଂ.: ୩୮୧/୩୩, ଶାସ୍ତ୍ରୀ ବିହାର, ପୋ: ଆର୍ଆର୍ଏଲ, ଭୁବନେଶ୍ୱର bbox=[118, 1127, 440, 1157]
cell-serial: ୮୧. bbox=[506, 1258, 536, 1291]
table-row bbox=[506, 1931, 994, 1964]
